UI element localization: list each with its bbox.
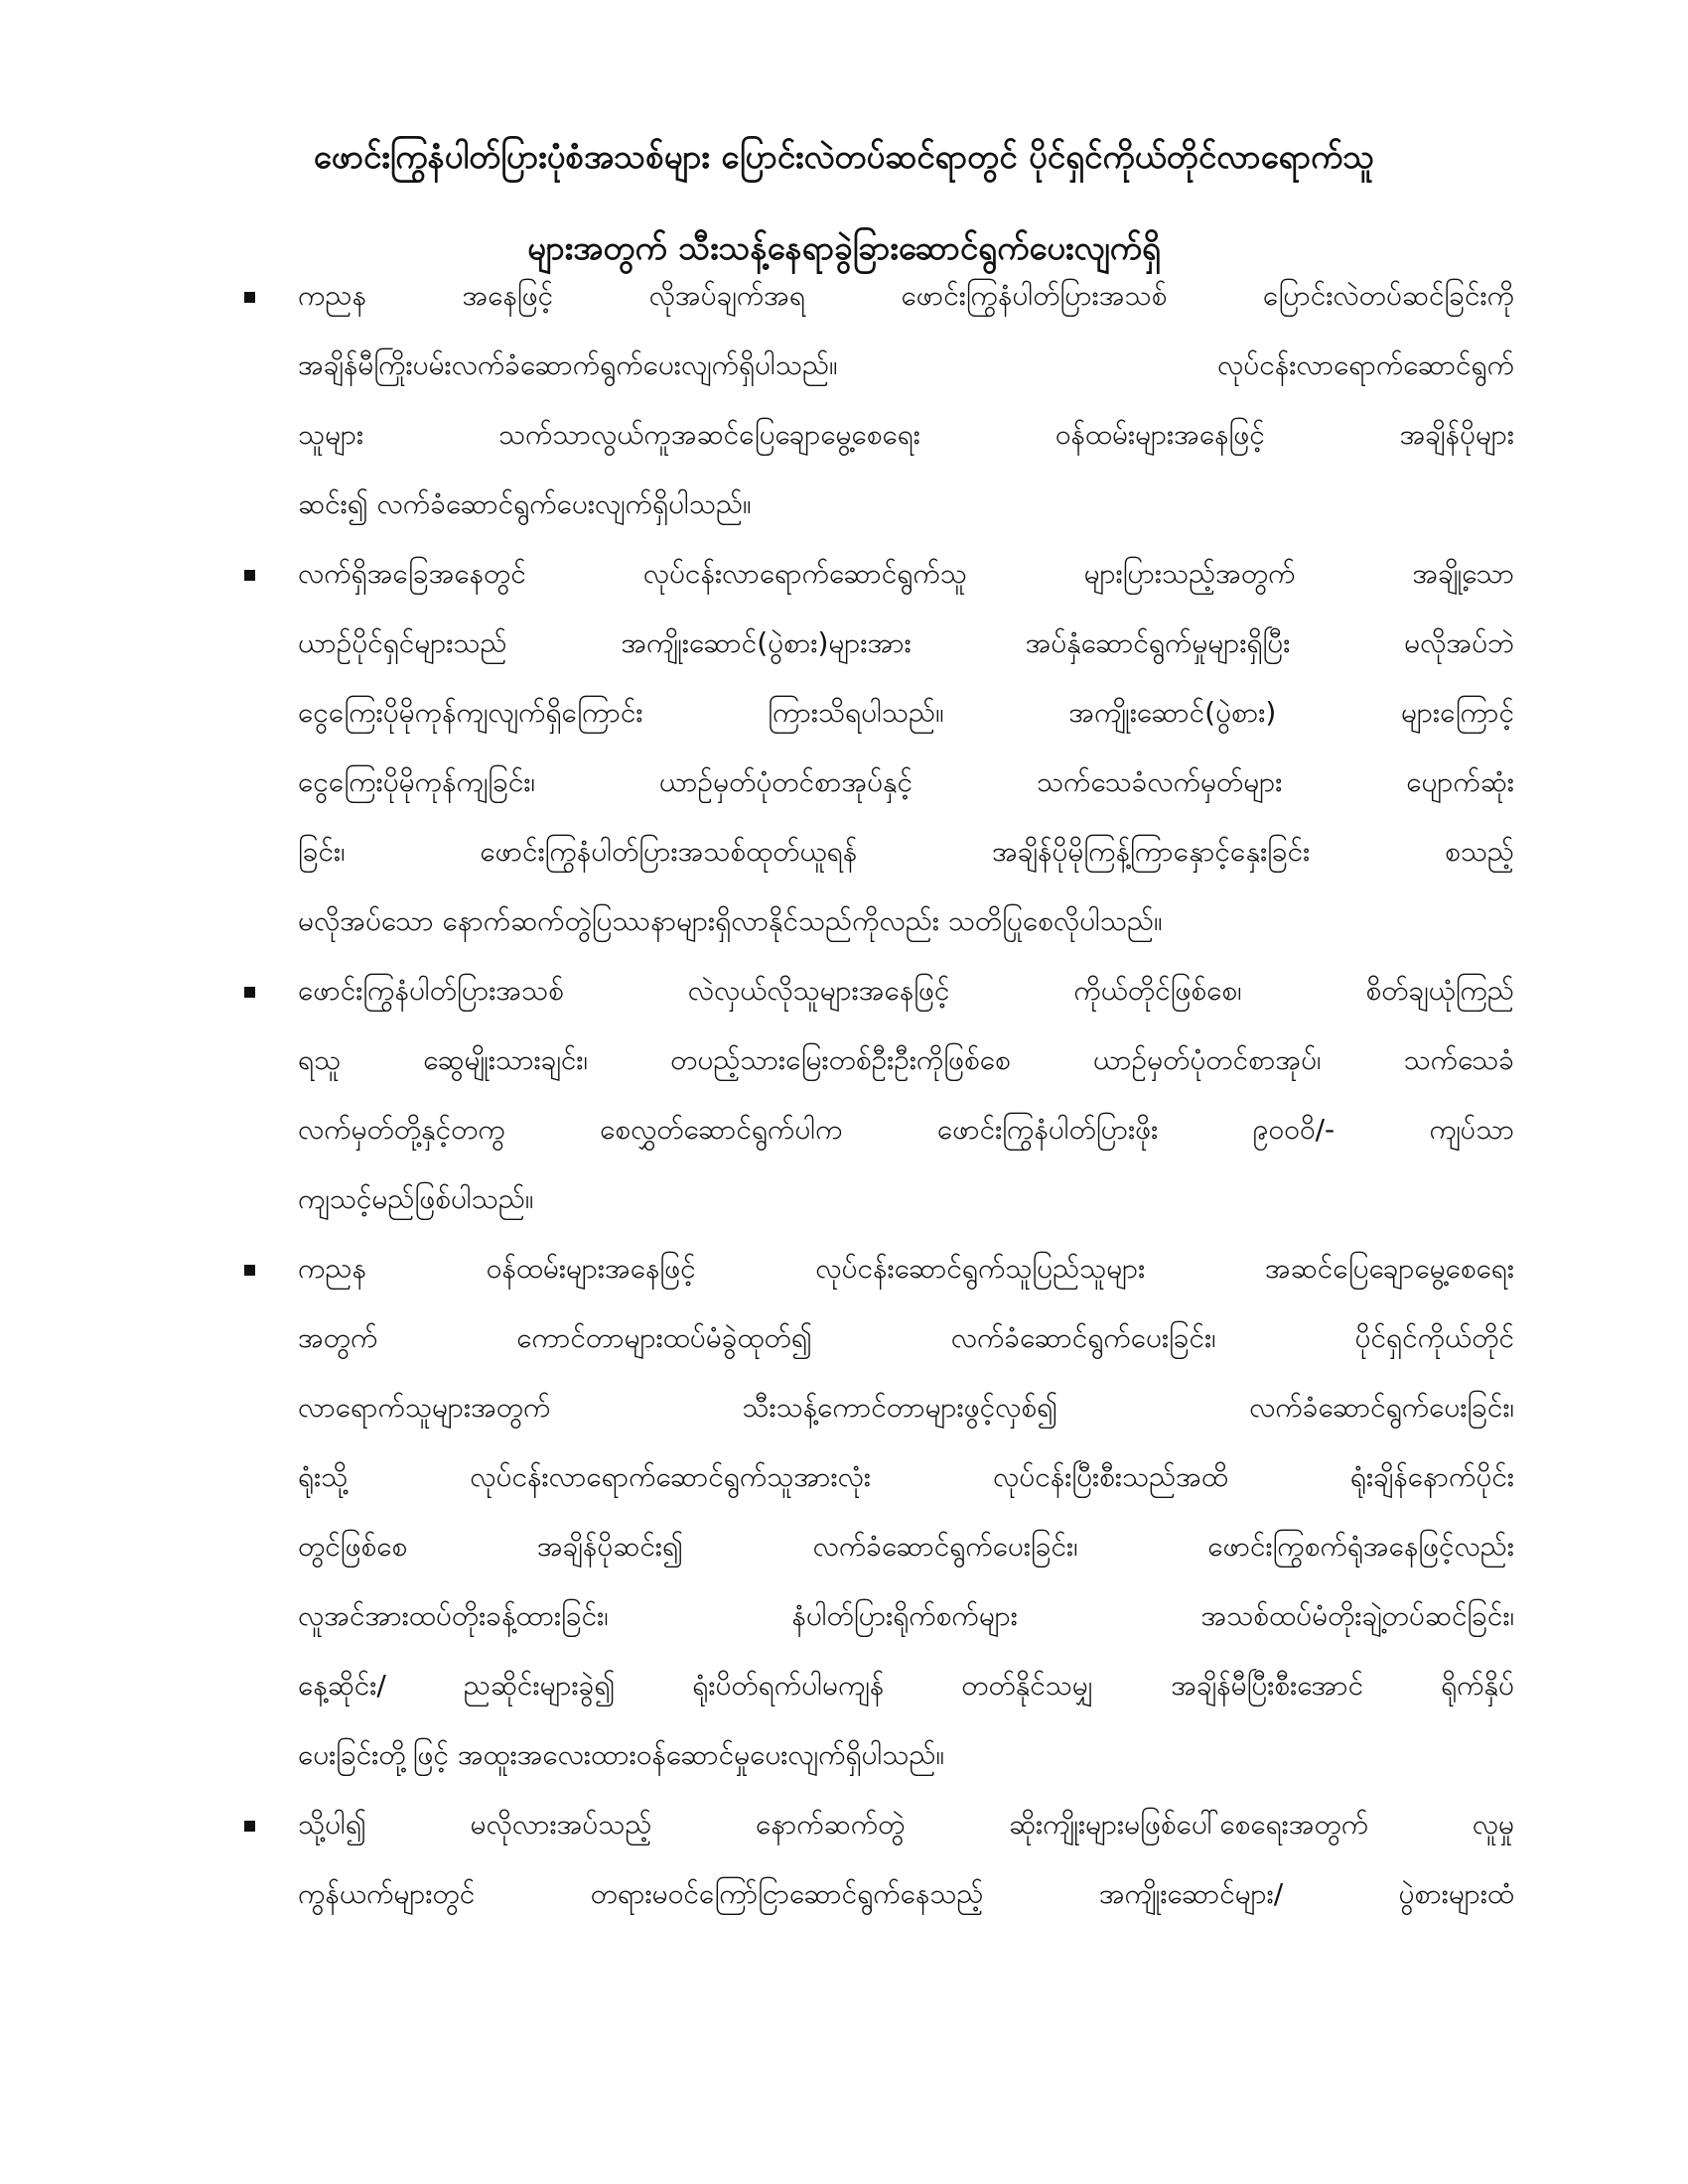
bullet-text-line: အတွက် ကောင်တာများထပ်မံခွဲထုတ်၍ လက်ခံဆောင်ရွက်ပေးခြင်း၊ ပိုင်ရှင်ကိုယ်တိုင် bbox=[298, 1321, 1514, 1354]
bullet-text-line: ငွေကြေးပိုမိုကုန်ကျခြင်း၊ ယာဉ်မှတ်ပုံတင်စာအုပ်နှင့် သက်သေခံလက်မှတ်များ ပျောက်ဆုံး bbox=[298, 765, 1514, 798]
square-bullet-icon bbox=[240, 546, 260, 602]
square-bullet-icon bbox=[240, 1241, 260, 1297]
bullet-item-2 bbox=[298, 546, 1514, 949]
bullet-text-line: ခြင်း၊ ဖောင်းကြွနံပါတ်ပြားအသစ်ထုတ်ယူရန် အချိန်ပိုမိုကြန့်ကြာနှောင့်နှေးခြင်း စသည့် bbox=[298, 835, 1514, 868]
square-bullet-icon bbox=[240, 1797, 260, 1852]
bullet-text-line: သူများ သက်သာလွယ်ကူအဆင်ပြေချောမွေ့စေရေး ဝန်ထမ်းများအနေဖြင့် အချိန်ပိုများ bbox=[298, 418, 1514, 451]
square-bullet-icon bbox=[240, 268, 260, 324]
bullet-item-3 bbox=[298, 963, 1514, 1227]
title-line-1: ဖောင်းကြွနံပါတ်ပြားပုံစံအသစ်များ ပြောင်းလဲတပ်ဆင်ရာတွင် ပိုင်ရှင်ကိုယ်တိုင်လာရောက်သူ bbox=[313, 137, 1375, 176]
bullet-text-line: လူအင်အားထပ်တိုးခန့်ထားခြင်း၊ နံပါတ်ပြားရိုက်စက်များ အသစ်ထပ်မံတိုးချဲ့တပ်ဆင်ခြင်း၊ bbox=[298, 1599, 1514, 1632]
bullet-text-line: ဆင်း၍ လက်ခံဆောင်ရွက်ပေးလျက်ရှိပါသည်။ bbox=[298, 487, 752, 520]
bullet-item-1 bbox=[298, 268, 1514, 532]
bullet-text-line: အချိန်မီကြိုးပမ်းလက်ခံဆောက်ရွက်ပေးလျက်ရှိပါသည်။ လုပ်ငန်းလာရောက်ဆောင်ရွက် bbox=[298, 348, 1514, 381]
bullet-list bbox=[298, 268, 1514, 1936]
bullet-text-line: မလိုအပ်သော နောက်ဆက်တွဲပြဿနာများရှိလာနိုင်သည်ကိုလည်း သတိပြုစေလိုပါသည်။ bbox=[298, 904, 1163, 937]
bullet-text-line: ရသူ ဆွေမျိုးသားချင်း၊ တပည့်သားမြေးတစ်ဦးဦးကိုဖြစ်စေ ယာဉ်မှတ်ပုံတင်စာအုပ်၊ သက်သေခံ bbox=[298, 1043, 1514, 1076]
bullet-item-5 bbox=[298, 1797, 1514, 1922]
bullet-text-line: နေ့ဆိုင်း/ ညဆိုင်းများခွဲ၍ ရုံးပိတ်ရက်ပါမကျန် တတ်နိုင်သမျှ အချိန်မီပြီးစီးအောင် ရိုက်နှိပ် bbox=[298, 1669, 1514, 1702]
bullet-text-line: ကျသင့်မည်ဖြစ်ပါသည်။ bbox=[298, 1182, 534, 1215]
bullet-text-line: ပေးခြင်းတို့ဖြင့် အထူးအလေးထားဝန်ဆောင်မှုပေးလျက်ရှိပါသည်။ bbox=[298, 1738, 944, 1771]
bullet-text-line: ဖောင်းကြွနံပါတ်ပြားအသစ် လဲလှယ်လိုသူများအနေဖြင့် ကိုယ်တိုင်ဖြစ်စေ၊ စိတ်ချယုံကြည် bbox=[298, 974, 1514, 1007]
bullet-text-line: ကညန အနေဖြင့် လိုအပ်ချက်အရ ဖောင်းကြွနံပါတ်ပြားအသစ် ပြောင်းလဲတပ်ဆင်ခြင်းကို bbox=[298, 279, 1514, 312]
bullet-text-line: ကညန ဝန်ထမ်းများအနေဖြင့် လုပ်ငန်းဆောင်ရွက်သူပြည်သူများ အဆင်ပြေချောမွေ့စေရေး bbox=[298, 1252, 1514, 1285]
bullet-text-line: လက်မှတ်တို့နှင့်တကွ စေလွှတ်ဆောင်ရွက်ပါက ဖောင်းကြွနံပါတ်ပြားဖိုး ၉၀၀၀ိ/- ကျပ်သာ bbox=[298, 1113, 1514, 1146]
bullet-text-line: လာရောက်သူများအတွက် သီးသန့်ကောင်တာများဖွင့်လှစ်၍ လက်ခံဆောင်ရွက်ပေးခြင်း၊ bbox=[298, 1391, 1514, 1424]
square-bullet-icon bbox=[240, 963, 260, 1019]
bullet-text-line: ငွေကြေးပိုမိုကုန်ကျလျက်ရှိကြောင်း ကြားသိရပါသည်။ အကျိုးဆောင်(ပွဲစား) များကြောင့် bbox=[298, 696, 1514, 729]
page-title bbox=[149, 111, 1539, 294]
bullet-text-line: ရုံးသို့ လုပ်ငန်းလာရောက်ဆောင်ရွက်သူအားလုံး လုပ်ငန်းပြီးစီးသည်အထိ ရုံးချိန်နောက်ပိုင်း bbox=[298, 1460, 1514, 1493]
title-line-2: များအတွက် သီးသန့်နေရာခွဲခြားဆောင်ရွက်ပေးလျက်ရှိ bbox=[527, 228, 1161, 267]
bullet-text-line: ကွန်ယက်များတွင် တရားမဝင်ကြော်ငြာဆောင်ရွက်နေသည့် အကျိုးဆောင်များ/ ပွဲစားများထံ bbox=[298, 1877, 1514, 1910]
bullet-text-line: သို့ပါ၍ မလိုလားအပ်သည့် နောက်ဆက်တွဲ ဆိုးကျိုးများမဖြစ်ပေါ်စေရေးအတွက် လူမှု bbox=[298, 1808, 1514, 1841]
bullet-item-4 bbox=[298, 1241, 1514, 1783]
bullet-text-line: ယာဉ်ပိုင်ရှင်များသည် အကျိုးဆောင်(ပွဲစား)များအား အပ်နှံဆောင်ရွက်မှုများရှိပြီး မလိုအပ်ဘဲ bbox=[298, 626, 1514, 659]
bullet-text-line: တွင်ဖြစ်စေ အချိန်ပိုဆင်း၍ လက်ခံဆောင်ရွက်ပေးခြင်း၊ ဖောင်းကြွစက်ရုံအနေဖြင့်လည်း bbox=[298, 1530, 1514, 1563]
bullet-text-line: လက်ရှိအခြေအနေတွင် လုပ်ငန်းလာရောက်ဆောင်ရွက်သူ များပြားသည့်အတွက် အချို့သော bbox=[298, 557, 1514, 590]
